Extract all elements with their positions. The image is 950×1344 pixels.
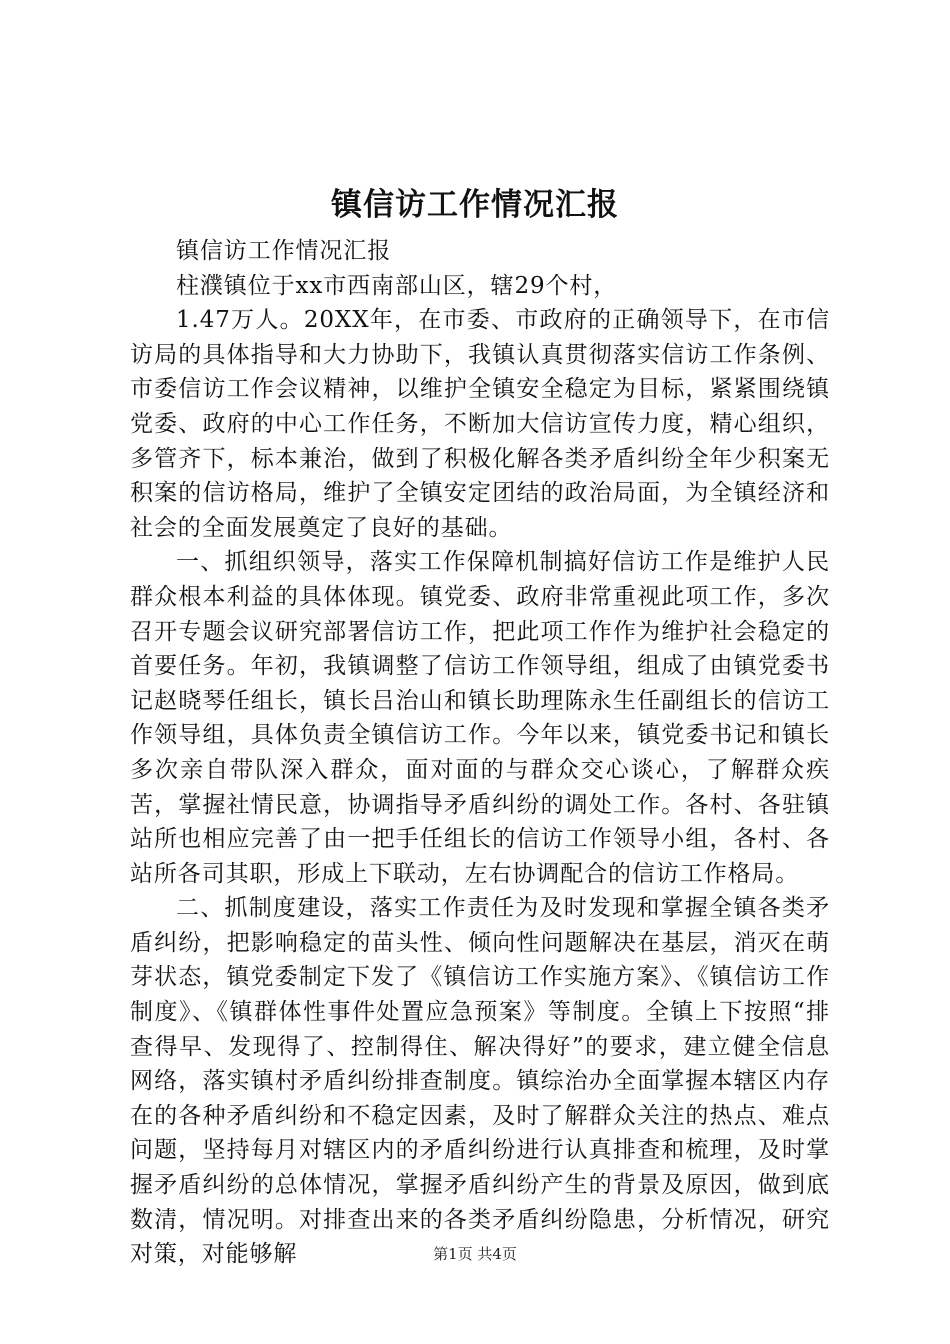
paragraph-intro-line: 柱濮镇位于xx市西南部山区，辖29个村， [176, 272, 618, 299]
paragraph-section-two: 二、抓制度建设，落实工作责任为及时发现和掌握全镇各类矛盾纠纷，把影响稳定的苗头性、倾向性问题解决在基层，消灭在萌芽状态，镇党委制定下发了《镇信访工作实施方案》、《镇信访工作制度》、《镇群体性事件处置应急预案》等制度。全镇上下按照“排查得早、发现得了、控制得住、解决得好”的要求，建立健全信息网络，落实镇村矛盾纠纷排查制度。镇综治办全面掌握本辖区内存在的各种矛盾纠纷和不稳定因素，及时了解群众关注的热点、难点问题，坚持每月对辖区内的矛盾纠纷进行认真排查和梳理，及时掌握矛盾纠纷的总体情况，掌握矛盾纠纷产生的背景及原因，做到底数清，情况明。对排查出来的各类矛盾纠纷隐患，分析情况，研究对策，对能够解 [130, 895, 830, 1268]
paragraph-overview: 1.47万人。20XX年，在市委、市政府的正确领导下，在市信访局的具体指导和大力协助下，我镇认真贯彻落实信访工作条例、市委信访工作会议精神，以维护全镇安全稳定为目标，紧紧围绕镇党委、政府的中心工作任务，不断加大信访宣传力度，精心组织，多管齐下，标本兼治，做到了积极化解各类矛盾纠纷全年少积案无积案的信访格局，维护了全镇安定团结的政治局面，为全镇经济和社会的全面发展奠定了良好的基础。 [130, 307, 830, 541]
paragraph-subtitle: 镇信访工作情况汇报 [176, 238, 392, 264]
document-body [130, 234, 830, 1272]
document-title: 镇信访工作情况汇报 [331, 187, 619, 223]
page-number-footer: 第1页 共4页 [433, 1245, 517, 1263]
paragraph-section-one: 一、抓组织领导，落实工作保障机制搞好信访工作是维护人民群众根本利益的具体体现。镇党委、政府非常重视此项工作，多次召开专题会议研究部署信访工作，把此项工作作为维护社会稳定的首要任务。年初，我镇调整了信访工作领导组，组成了由镇党委书记赵晓琴任组长，镇长吕治山和镇长助理陈永生任副组长的信访工作领导组，具体负责全镇信访工作。今年以来，镇党委书记和镇长多次亲自带队深入群众，面对面的与群众交心谈心，了解群众疾苦，掌握社情民意，协调指导矛盾纠纷的调处工作。各村、各驻镇站所也相应完善了由一把手任组长的信访工作领导小组，各村、各站所各司其职，形成上下联动，左右协调配合的信访工作格局。 [130, 549, 830, 887]
